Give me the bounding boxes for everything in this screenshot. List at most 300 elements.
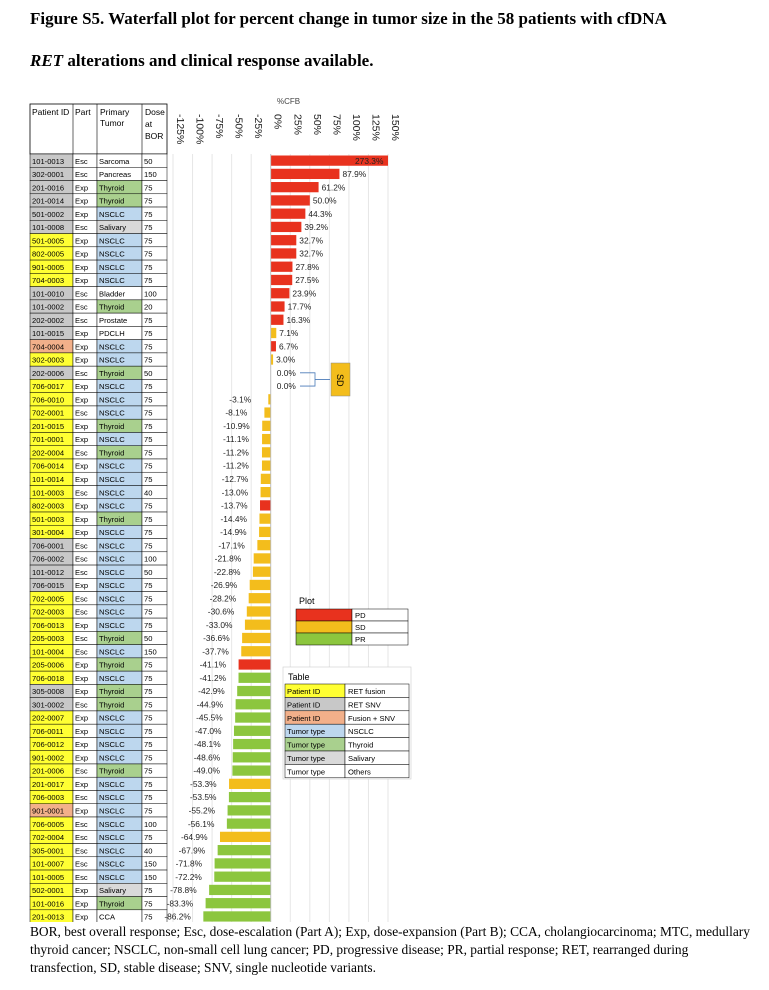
bar bbox=[245, 620, 271, 630]
part: Exp bbox=[75, 726, 89, 736]
data-label: -14.4% bbox=[220, 513, 248, 524]
data-label: -8.1% bbox=[225, 407, 248, 418]
patient-id: 201-0017 bbox=[32, 779, 65, 789]
data-label: -83.3% bbox=[166, 898, 194, 909]
patient-id: 301-0002 bbox=[32, 700, 65, 710]
patient-id: 302-0003 bbox=[32, 355, 65, 365]
primary-tumor: PDCLH bbox=[99, 329, 125, 339]
bar bbox=[271, 328, 277, 338]
patient-id: 706-0010 bbox=[32, 395, 65, 405]
data-label: -41.2% bbox=[199, 672, 227, 683]
bar bbox=[271, 222, 302, 232]
part: Esc bbox=[75, 700, 88, 710]
dose: 75 bbox=[144, 421, 153, 431]
patient-id: 706-0018 bbox=[32, 673, 65, 683]
x-tick-label: -50% bbox=[232, 114, 245, 139]
data-label: -78.8% bbox=[170, 885, 197, 896]
bar bbox=[262, 447, 271, 457]
data-label: -28.2% bbox=[209, 593, 237, 604]
primary-tumor: NSCLC bbox=[99, 594, 125, 604]
patient-id: 301-0004 bbox=[32, 528, 65, 538]
primary-tumor: Thyroid bbox=[99, 421, 125, 431]
primary-tumor: Salivary bbox=[99, 223, 127, 233]
bar bbox=[236, 699, 271, 709]
part: Exp bbox=[75, 342, 89, 352]
patient-id: 706-0017 bbox=[32, 382, 65, 392]
chart-title: %CFB bbox=[276, 97, 301, 106]
part: Exp bbox=[75, 806, 89, 816]
primary-tumor: Thyroid bbox=[99, 448, 125, 458]
plot-legend-label: SD bbox=[355, 623, 366, 632]
part: Exp bbox=[75, 236, 89, 246]
data-label: 32.7% bbox=[299, 248, 324, 259]
table-legend-left: Tumor type bbox=[287, 767, 326, 777]
bar bbox=[229, 779, 271, 789]
dose: 75 bbox=[144, 886, 153, 896]
bar bbox=[271, 209, 306, 219]
part: Exp bbox=[75, 581, 89, 591]
patient-id: 101-0002 bbox=[32, 302, 65, 312]
patient-id: 802-0003 bbox=[32, 501, 65, 511]
patient-id: 701-0001 bbox=[32, 435, 65, 445]
bar bbox=[220, 832, 271, 842]
patient-id: 702-0005 bbox=[32, 594, 65, 604]
x-tick-label: 50% bbox=[310, 114, 323, 136]
plot-legend-swatch bbox=[296, 609, 352, 621]
sd-bracket bbox=[300, 373, 330, 386]
patient-id: 101-0003 bbox=[32, 488, 65, 498]
x-tick-label: 75% bbox=[330, 114, 343, 136]
data-label: -3.1% bbox=[229, 394, 252, 405]
dose: 75 bbox=[144, 726, 153, 736]
primary-tumor: NSCLC bbox=[99, 382, 125, 392]
part: Exp bbox=[75, 713, 89, 723]
data-label: -33.0% bbox=[205, 619, 233, 630]
plot-legend-label: PD bbox=[355, 611, 366, 620]
bar bbox=[271, 301, 285, 311]
data-label: -17.1% bbox=[218, 540, 245, 551]
primary-tumor: NSCLC bbox=[99, 607, 125, 617]
dose: 75 bbox=[144, 673, 153, 683]
part: Exp bbox=[75, 329, 89, 339]
part: Exp bbox=[75, 183, 89, 193]
part: Esc bbox=[75, 647, 88, 657]
bar bbox=[271, 315, 284, 325]
bar bbox=[264, 407, 270, 417]
x-tick-label: 100% bbox=[349, 114, 362, 141]
dose: 40 bbox=[144, 488, 153, 498]
primary-tumor: NSCLC bbox=[99, 567, 125, 577]
data-label: -11.1% bbox=[223, 434, 249, 445]
data-label: 3.0% bbox=[276, 354, 296, 365]
patient-id: 502-0001 bbox=[32, 886, 65, 896]
dose: 75 bbox=[144, 779, 153, 789]
data-label: 17.7% bbox=[287, 301, 312, 312]
plot-legend-swatch bbox=[296, 633, 352, 645]
primary-tumor: NSCLC bbox=[99, 236, 125, 246]
patient-id: 305-0001 bbox=[32, 846, 65, 856]
bar bbox=[215, 858, 271, 868]
part: Esc bbox=[75, 607, 88, 617]
data-label: 0.0% bbox=[276, 381, 296, 392]
patient-id: 201-0016 bbox=[32, 183, 65, 193]
primary-tumor: NSCLC bbox=[99, 859, 125, 869]
data-label: -13.0% bbox=[221, 487, 249, 498]
data-label: -11.2% bbox=[222, 460, 249, 471]
primary-tumor: Thyroid bbox=[99, 634, 125, 644]
dose: 20 bbox=[144, 302, 153, 312]
part: Esc bbox=[75, 846, 88, 856]
part: Esc bbox=[75, 302, 88, 312]
primary-tumor: NSCLC bbox=[99, 475, 125, 484]
part: Esc bbox=[75, 793, 88, 803]
part: Exp bbox=[75, 912, 89, 922]
part: Exp bbox=[75, 673, 89, 683]
primary-tumor: Thyroid bbox=[99, 302, 125, 312]
bar bbox=[271, 262, 293, 272]
primary-tumor: Thyroid bbox=[99, 660, 125, 670]
bar bbox=[239, 659, 271, 669]
patient-id: 101-0004 bbox=[32, 647, 65, 657]
part: Exp bbox=[75, 740, 89, 750]
dose: 75 bbox=[144, 315, 153, 325]
dose: 75 bbox=[144, 355, 153, 365]
bar bbox=[262, 421, 271, 431]
bar bbox=[229, 792, 271, 802]
dose: 75 bbox=[144, 833, 153, 843]
figure-title-rest: alterations and clinical response available. bbox=[63, 51, 374, 70]
part: Esc bbox=[75, 594, 88, 604]
table-legend-right: Others bbox=[348, 767, 371, 777]
part: Exp bbox=[75, 262, 89, 272]
data-label: -21.8% bbox=[214, 553, 242, 564]
patient-id: 901-0002 bbox=[32, 753, 65, 763]
bar bbox=[262, 460, 271, 470]
data-label: 16.3% bbox=[286, 314, 311, 325]
bar bbox=[271, 169, 340, 179]
part: Exp bbox=[75, 196, 89, 206]
primary-tumor: Thyroid bbox=[99, 514, 125, 524]
data-label: -56.1% bbox=[187, 818, 215, 829]
patient-id: 205-0003 bbox=[32, 634, 65, 644]
patient-id: 101-0010 bbox=[32, 289, 65, 299]
patient-id: 101-0016 bbox=[32, 899, 65, 909]
part: Exp bbox=[75, 899, 89, 909]
dose: 150 bbox=[144, 647, 157, 657]
bar bbox=[206, 898, 271, 908]
x-tick-label: -100% bbox=[193, 114, 206, 145]
bar bbox=[233, 752, 271, 762]
part: Exp bbox=[75, 276, 89, 286]
dose: 75 bbox=[144, 329, 153, 339]
primary-tumor: NSCLC bbox=[99, 806, 125, 816]
patient-id: 101-0014 bbox=[32, 475, 65, 484]
dose: 75 bbox=[144, 899, 153, 909]
patient-id: 702-0003 bbox=[32, 607, 65, 617]
primary-tumor: NSCLC bbox=[99, 488, 125, 498]
data-label: 61.2% bbox=[321, 182, 346, 193]
bar bbox=[259, 527, 271, 537]
primary-tumor: NSCLC bbox=[99, 408, 125, 418]
part: Esc bbox=[75, 541, 88, 551]
patient-id: 706-0003 bbox=[32, 793, 65, 803]
patient-id: 501-0002 bbox=[32, 209, 65, 219]
part: Esc bbox=[75, 567, 88, 577]
x-tick-label: 150% bbox=[389, 114, 401, 141]
bar bbox=[228, 805, 271, 815]
dose: 75 bbox=[144, 183, 153, 193]
bar bbox=[233, 739, 271, 749]
part: Exp bbox=[75, 886, 89, 896]
dose: 75 bbox=[144, 209, 153, 219]
data-label: 273.3% bbox=[355, 155, 384, 166]
part: Exp bbox=[75, 461, 89, 471]
bar bbox=[271, 288, 290, 298]
part: Exp bbox=[75, 779, 89, 789]
dose: 75 bbox=[144, 342, 153, 352]
part: Exp bbox=[75, 660, 89, 670]
patient-id: 101-0012 bbox=[32, 567, 65, 577]
data-label: -22.8% bbox=[213, 566, 241, 577]
bar bbox=[259, 514, 270, 524]
primary-tumor: Pancreas bbox=[99, 170, 132, 180]
table-legend-right: RET fusion bbox=[348, 687, 386, 696]
bar bbox=[218, 845, 271, 855]
x-tick-label: -125% bbox=[174, 114, 186, 145]
dose: 100 bbox=[144, 289, 157, 299]
bar bbox=[247, 606, 271, 616]
primary-tumor: NSCLC bbox=[99, 461, 125, 471]
primary-tumor: NSCLC bbox=[99, 541, 125, 551]
dose: 40 bbox=[144, 846, 153, 856]
primary-tumor: NSCLC bbox=[99, 249, 125, 259]
bar bbox=[262, 434, 271, 444]
table-legend-right: NSCLC bbox=[348, 727, 374, 737]
primary-tumor: NSCLC bbox=[99, 501, 125, 511]
dose: 50 bbox=[144, 156, 153, 166]
dose: 75 bbox=[144, 806, 153, 816]
dose: 75 bbox=[144, 249, 153, 259]
data-label: -48.1% bbox=[194, 739, 221, 750]
primary-tumor: NSCLC bbox=[99, 528, 125, 538]
patient-id: 702-0004 bbox=[32, 833, 65, 843]
part: Exp bbox=[75, 421, 89, 431]
bar bbox=[241, 646, 270, 656]
table-legend-right: RET SNV bbox=[348, 700, 381, 710]
dose: 75 bbox=[144, 541, 153, 551]
part: Esc bbox=[75, 634, 88, 644]
patient-id: 706-0011 bbox=[32, 726, 64, 736]
figure-title-ret: RET bbox=[30, 51, 64, 70]
plot-legend-title: Plot bbox=[299, 596, 315, 606]
part: Esc bbox=[75, 368, 88, 378]
patient-id: 706-0013 bbox=[32, 620, 65, 630]
data-label: -41.1% bbox=[199, 659, 227, 670]
dose: 75 bbox=[144, 753, 153, 763]
sd-bracket-label: SD bbox=[335, 374, 345, 387]
data-label: -26.9% bbox=[210, 580, 238, 591]
dose: 75 bbox=[144, 501, 153, 511]
dose: 75 bbox=[144, 448, 153, 458]
dose: 75 bbox=[144, 620, 153, 630]
data-label: -86.2% bbox=[164, 911, 191, 922]
part: Exp bbox=[75, 620, 89, 630]
part: Exp bbox=[75, 514, 89, 524]
patient-id: 706-0005 bbox=[32, 819, 65, 829]
data-label: 39.2% bbox=[304, 222, 329, 233]
bar bbox=[271, 182, 319, 192]
part: Exp bbox=[75, 528, 89, 538]
primary-tumor: NSCLC bbox=[99, 276, 125, 286]
dose: 75 bbox=[144, 581, 153, 591]
primary-tumor: NSCLC bbox=[99, 673, 125, 683]
data-label: -47.0% bbox=[194, 725, 222, 736]
data-label: -48.6% bbox=[193, 752, 221, 763]
primary-tumor: Salivary bbox=[99, 886, 127, 896]
part: Esc bbox=[75, 408, 88, 418]
header-patient-id: Patient ID bbox=[32, 107, 70, 117]
part: Esc bbox=[75, 766, 88, 776]
data-label: -72.2% bbox=[175, 871, 202, 882]
x-tick-label: -25% bbox=[252, 114, 265, 139]
data-label: 6.7% bbox=[278, 341, 299, 352]
table-legend-left: Patient ID bbox=[287, 687, 321, 696]
data-label: -14.9% bbox=[220, 527, 247, 538]
bar bbox=[271, 248, 297, 258]
dose: 75 bbox=[144, 528, 153, 538]
primary-tumor: NSCLC bbox=[99, 355, 125, 365]
patient-id: 101-0007 bbox=[32, 859, 65, 869]
patient-id: 706-0014 bbox=[32, 461, 65, 471]
data-label: -13.7% bbox=[221, 500, 248, 511]
bar bbox=[209, 885, 271, 895]
bar bbox=[242, 633, 271, 643]
x-tick-label: -75% bbox=[213, 114, 226, 139]
primary-tumor: NSCLC bbox=[99, 833, 125, 843]
patient-id: 201-0015 bbox=[32, 421, 65, 431]
dose: 75 bbox=[144, 740, 153, 750]
primary-tumor: CCA bbox=[99, 912, 116, 922]
dose: 75 bbox=[144, 236, 153, 246]
primary-tumor: NSCLC bbox=[99, 779, 125, 789]
dose: 75 bbox=[144, 435, 153, 445]
primary-tumor: Thyroid bbox=[99, 700, 125, 710]
data-label: -42.9% bbox=[198, 686, 225, 697]
patient-id: 101-0013 bbox=[32, 156, 65, 166]
x-tick-label: 125% bbox=[369, 114, 382, 141]
table-legend-left: Patient ID bbox=[287, 700, 321, 710]
patient-id: 302-0001 bbox=[32, 170, 65, 180]
part: Esc bbox=[75, 156, 88, 166]
dose: 75 bbox=[144, 660, 153, 670]
bar bbox=[235, 712, 271, 722]
table-legend-right: Salivary bbox=[348, 754, 376, 763]
patient-id: 202-0007 bbox=[32, 713, 65, 723]
data-label: 32.7% bbox=[299, 235, 324, 246]
bar bbox=[271, 275, 293, 285]
data-label: 50.0% bbox=[312, 195, 337, 206]
bar bbox=[227, 819, 271, 829]
dose: 100 bbox=[144, 819, 157, 829]
dose: 75 bbox=[144, 262, 153, 272]
bar bbox=[261, 474, 271, 484]
primary-tumor: NSCLC bbox=[99, 209, 125, 219]
header-dose: at bbox=[145, 119, 153, 129]
primary-tumor: NSCLC bbox=[99, 793, 125, 803]
patient-id: 101-0005 bbox=[32, 872, 65, 882]
bar bbox=[271, 341, 276, 351]
figure-caption: BOR, best overall response; Esc, dose-escalation (Part A); Exp, dose-expansion (Part B); CCA, cholangiocarcinoma; MTC, medullary thyroid cancer; NSCLC, non-small cell lung cancer; PD, progressive disease; PR, partial response; RET, rearranged during transfection, SD, stable disease; SNV, single nucleotide variants. bbox=[30, 924, 750, 975]
primary-tumor: NSCLC bbox=[99, 846, 125, 856]
bar bbox=[253, 567, 271, 577]
dose: 75 bbox=[144, 223, 153, 233]
bar bbox=[261, 487, 271, 497]
data-label: -49.0% bbox=[193, 765, 220, 776]
part: Exp bbox=[75, 687, 89, 697]
primary-tumor: Bladder bbox=[99, 289, 126, 299]
header-dose: BOR bbox=[145, 131, 164, 141]
data-label: 7.1% bbox=[279, 328, 299, 339]
data-label: 0.0% bbox=[276, 367, 296, 378]
dose: 75 bbox=[144, 475, 153, 484]
primary-tumor: Thyroid bbox=[99, 899, 125, 909]
patient-id: 501-0003 bbox=[32, 514, 65, 524]
patient-id: 201-0014 bbox=[32, 196, 65, 206]
patient-id: 901-0005 bbox=[32, 262, 65, 272]
data-label: -10.9% bbox=[223, 420, 250, 431]
dose: 75 bbox=[144, 700, 153, 710]
table-legend-left: Patient ID bbox=[287, 713, 321, 723]
primary-tumor: NSCLC bbox=[99, 395, 125, 405]
dose: 75 bbox=[144, 514, 153, 524]
data-label: -53.5% bbox=[189, 792, 217, 803]
primary-tumor: Thyroid bbox=[99, 183, 125, 193]
patient-id: 901-0001 bbox=[32, 806, 65, 816]
part: Exp bbox=[75, 395, 89, 405]
figure-title-line1: Figure S5. Waterfall plot for percent change in tumor size in the 58 patients with cfDNA bbox=[30, 9, 667, 28]
primary-tumor: Thyroid bbox=[99, 766, 125, 776]
patient-id: 704-0003 bbox=[32, 276, 65, 286]
part: Esc bbox=[75, 819, 88, 829]
part: Exp bbox=[75, 501, 89, 511]
patient-id: 802-0005 bbox=[32, 249, 65, 259]
part: Exp bbox=[75, 249, 89, 259]
bar bbox=[260, 500, 271, 510]
data-label: -45.5% bbox=[196, 712, 223, 723]
patient-id: 702-0001 bbox=[32, 408, 65, 418]
data-label: -12.7% bbox=[221, 474, 249, 484]
primary-tumor: NSCLC bbox=[99, 726, 125, 736]
plot-legend-label: PR bbox=[355, 635, 366, 644]
primary-tumor: NSCLC bbox=[99, 647, 125, 657]
part: Esc bbox=[75, 859, 88, 869]
part: Exp bbox=[75, 355, 89, 365]
bar bbox=[271, 235, 297, 245]
patient-id: 202-0006 bbox=[32, 368, 65, 378]
dose: 75 bbox=[144, 461, 153, 471]
primary-tumor: NSCLC bbox=[99, 819, 125, 829]
dose: 50 bbox=[144, 368, 153, 378]
patient-id: 706-0001 bbox=[32, 541, 65, 551]
part: Exp bbox=[75, 209, 89, 219]
data-label: 44.3% bbox=[308, 208, 333, 219]
part: Esc bbox=[75, 448, 88, 458]
patient-id: 706-0015 bbox=[32, 581, 65, 591]
dose: 75 bbox=[144, 687, 153, 697]
patient-id: 202-0002 bbox=[32, 315, 65, 325]
data-label: 87.9% bbox=[342, 169, 367, 180]
data-label: -67.9% bbox=[178, 845, 206, 856]
